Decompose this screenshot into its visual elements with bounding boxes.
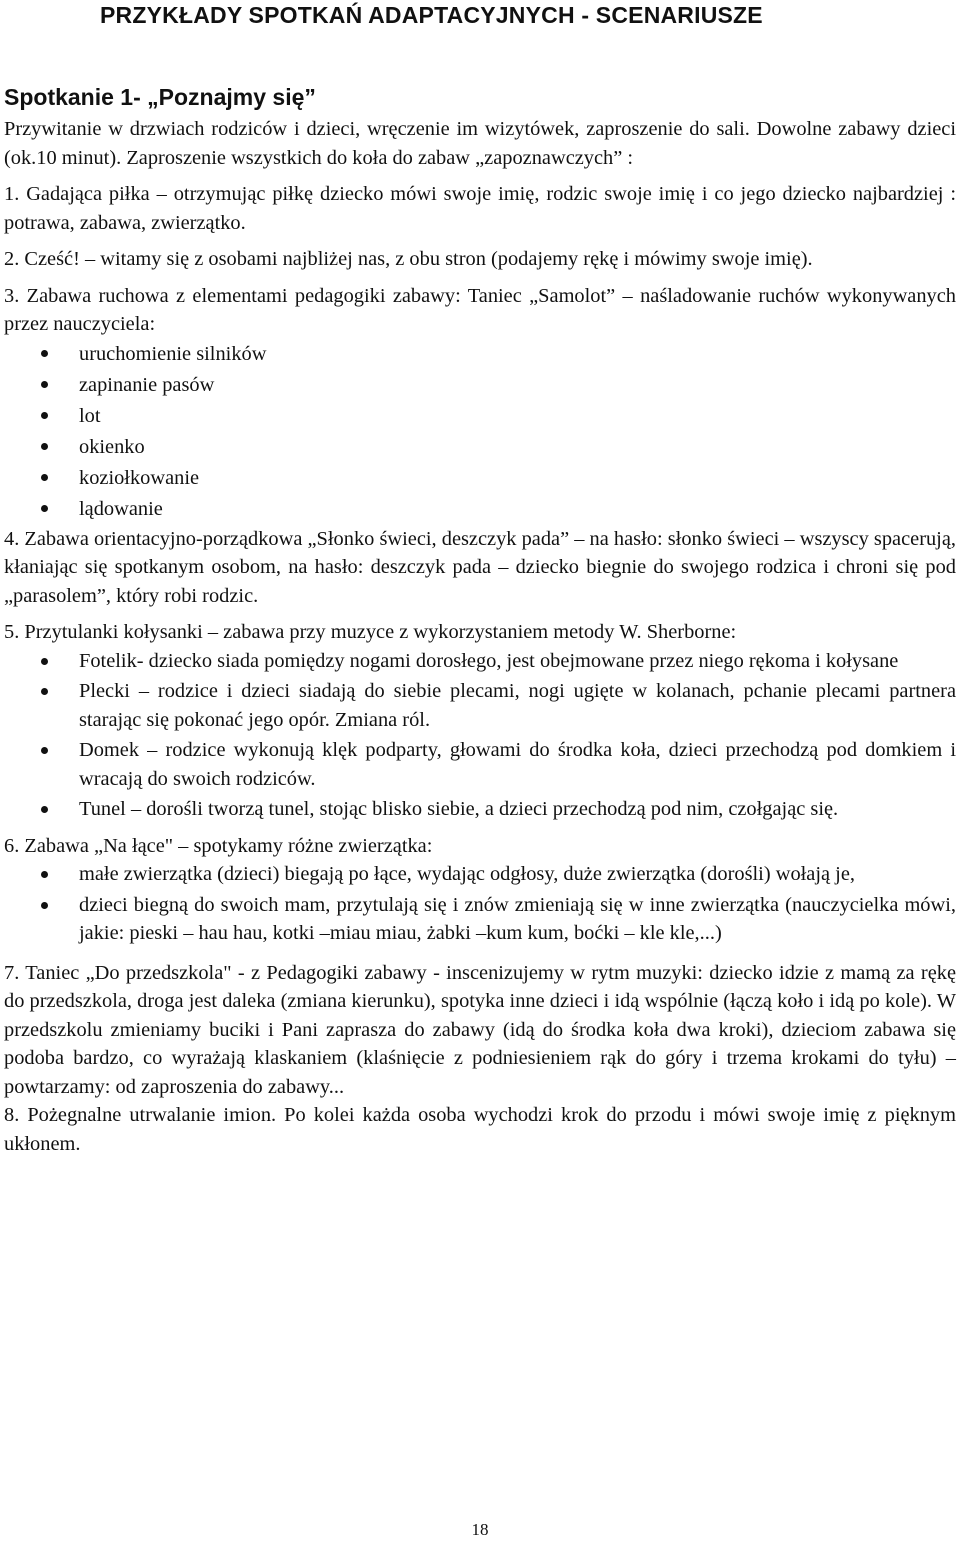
- bullet-item: koziołkowanie: [4, 463, 956, 494]
- activity-6: 6. Zabawa „Na łące" – spotykamy różne zwierzątka:: [4, 834, 433, 857]
- activity-3: 3. Zabawa ruchowa z elementami pedagogiki zabawy: Taniec „Samolot” – naśladowanie ruchów wykonywanych przez nauczyciela:: [4, 284, 956, 335]
- bullet-icon: [41, 350, 48, 357]
- bullet-item: Tunel – dorośli tworzą tunel, stojąc blisko siebie, a dzieci przechodzą pod nim, czołgając się.: [4, 795, 956, 824]
- bullet-item: okienko: [4, 432, 956, 463]
- bullet-icon: [41, 505, 48, 512]
- bullet-item: dzieci biegną do swoich mam, przytulają się i znów zmieniają się w inne zwierzątka (nauczycielka mówi, jakie: pieski – hau hau, kotki –miau miau, żabki –kum kum, boćki – kle kle,...): [4, 891, 956, 948]
- bullet-item: lot: [4, 401, 956, 432]
- activity-7: 7. Taniec „Do przedszkola" - z Pedagogiki zabawy - inscenizujemy w rytm muzyki: dziecko idzie z mamą za rękę do przedszkola, droga jest daleka (zmiana kierunku), spotyka inne dzieci i idą wspólnie (łączą koło i idą po kole). W przedszkolu zmieniamy buciki i Pani zaprasza do zabawy (idą do środka koła dwa kroki), dzieciom zabawa się podoba bardzo, co wyrażają klaskaniem (klaśnięcie z podniesieniem rąk do góry i trzema krokami do tyłu) – powtarzamy: od zaproszenia do zabawy...: [4, 961, 956, 1098]
- bullet-icon: [41, 381, 48, 388]
- bullet-item: małe zwierzątka (dzieci) biegają po łące, wydając odgłosy, duże zwierzątka (dorośli) wołają je,: [4, 860, 956, 889]
- bullet-icon: [41, 902, 48, 909]
- page-number: 18: [471, 1520, 489, 1539]
- activity-5: 5. Przytulanki kołysanki – zabawa przy muzyce z wykorzystaniem metody W. Sherborne:: [4, 621, 737, 643]
- scenario-content: [4, 115, 956, 1158]
- bullet-item: Plecki – rodzice i dzieci siadają do siebie plecami, nogi ugięte w kolanach, pchanie plecami partnera starając się pokonać jego opór. Zmiana ról.: [4, 677, 956, 734]
- bullet-icon: [41, 688, 48, 695]
- bullet-item: lądowanie: [4, 494, 956, 525]
- bullet-item: Fotelik- dziecko siada pomiędzy nogami dorosłego, jest obejmowane przez niego rękoma i kołysane: [4, 647, 956, 676]
- bullet-item: uruchomienie silników: [4, 339, 956, 370]
- document-title: PRZYKŁADY SPOTKAŃ ADAPTACYJNYCH - SCENARIUSZE: [100, 2, 763, 28]
- activity-3-bullet-list: [4, 339, 956, 525]
- activity-2: 2. Cześć! – witamy się z osobami najbliżej nas, z obu stron (podajemy rękę i mówimy swoje imię).: [4, 248, 813, 270]
- activity-6-bullet-list: [4, 860, 956, 948]
- bullet-icon: [41, 747, 48, 754]
- bullet-icon: [41, 412, 48, 419]
- bullet-item: Domek – rodzice wykonują klęk podparty, głowami do środka koła, dzieci przechodzą pod domkiem i wracają do swoich rodziców.: [4, 736, 956, 793]
- activity-5-bullet-list: [4, 647, 956, 824]
- bullet-icon: [41, 806, 48, 813]
- intro-paragraph: Przywitanie w drzwiach rodziców i dzieci, wręczenie im wizytówek, zaproszenie do sali. Dowolne zabawy dzieci (ok.10 minut). Zaproszenie wszystkich do koła do zabaw „zapoznawczych” :: [4, 118, 956, 169]
- bullet-item: zapinanie pasów: [4, 370, 956, 401]
- activity-1: 1. Gadająca piłka – otrzymując piłkę dziecko mówi swoje imię, rodzic swoje imię i co jego dziecko najbardziej : potrawa, zabawa, zwierzątko.: [4, 183, 956, 234]
- bullet-icon: [41, 658, 48, 665]
- bullet-icon: [41, 871, 48, 878]
- activity-8: 8. Pożegnalne utrwalanie imion. Po kolei każda osoba wychodzi krok do przodu i mówi swoje imię z pięknym ukłonem.: [4, 1104, 956, 1155]
- meeting-heading: Spotkanie 1- „Poznajmy się”: [4, 84, 316, 110]
- bullet-icon: [41, 443, 48, 450]
- bullet-icon: [41, 474, 48, 481]
- activity-4: 4. Zabawa orientacyjno-porządkowa „Słonko świeci, deszczyk pada” – na hasło: słonko świeci – wszyscy spacerują, kłaniając się spotkanym osobom, na hasło: deszczyk pada – dziecko biegnie do swojego rodzica i chroni się pod „parasolem”, który robi rodzic.: [4, 527, 956, 607]
